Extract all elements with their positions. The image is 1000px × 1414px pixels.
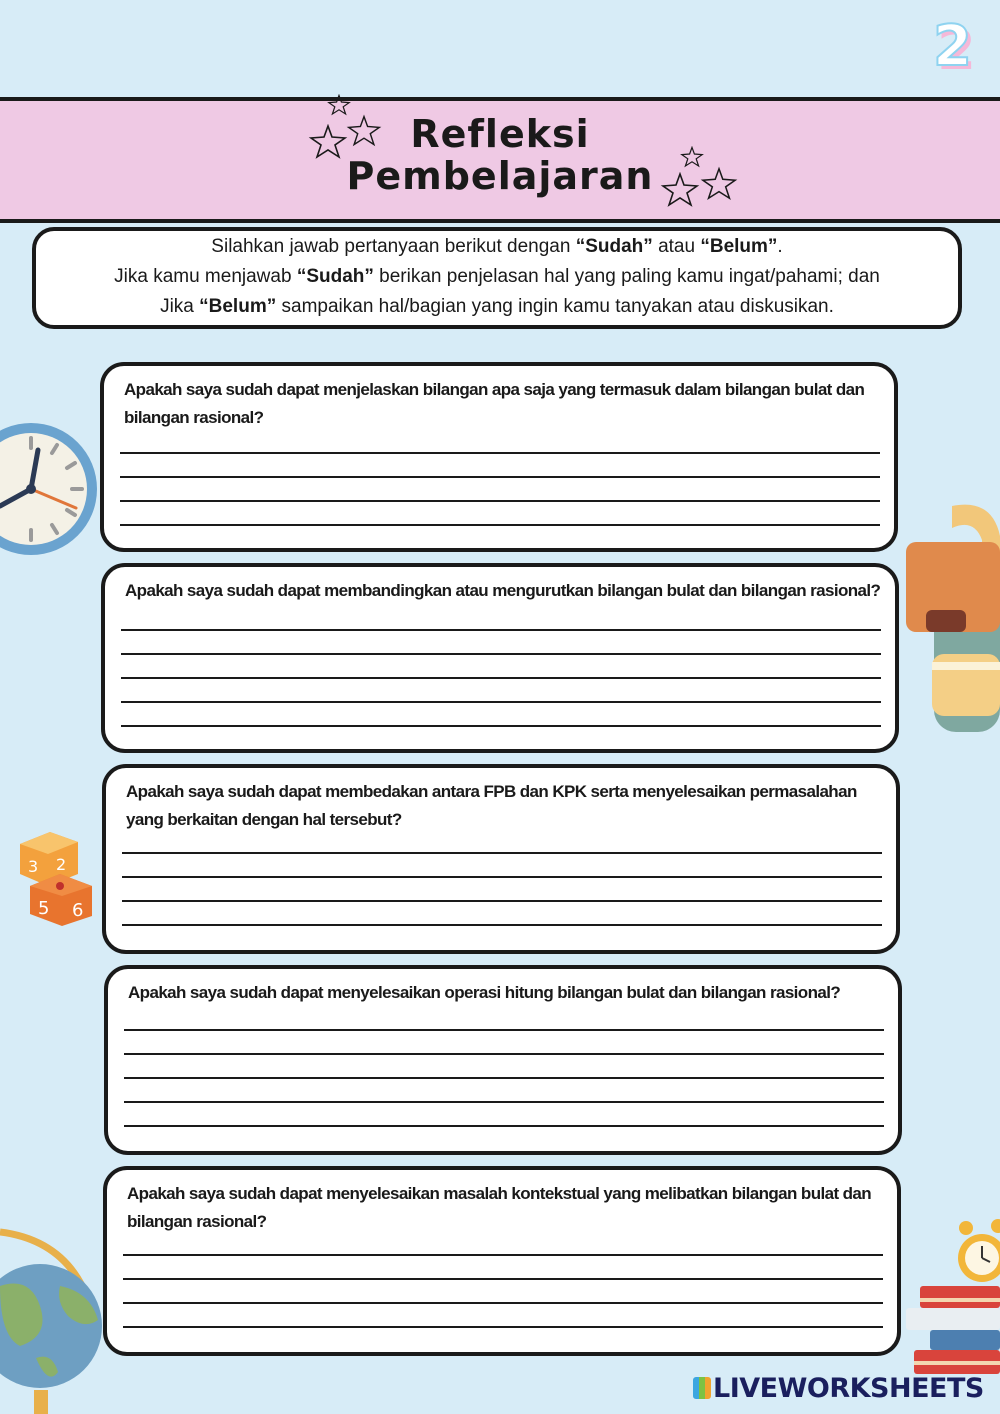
question-box-3: [102, 764, 900, 954]
answer-line[interactable]: [124, 1053, 884, 1055]
answer-line[interactable]: [124, 1101, 884, 1103]
question-text-1: Apakah saya sudah dapat menjelaskan bilangan apa saja yang termasuk dalam bilangan bulat dan bilangan rasional?: [124, 380, 865, 427]
dice-icon: [16, 830, 96, 926]
answer-line[interactable]: [120, 500, 880, 502]
answer-line[interactable]: [124, 1029, 884, 1031]
answer-line[interactable]: [123, 1278, 883, 1280]
clock-icon: [0, 418, 102, 560]
answer-line[interactable]: [121, 701, 881, 703]
question-box-2: [101, 563, 899, 753]
svg-text:6: 6: [72, 900, 84, 921]
star-icon: [327, 94, 351, 116]
star-icon: [308, 124, 348, 160]
liveworksheets-logo: [693, 1373, 984, 1404]
svg-text:3: 3: [28, 857, 39, 876]
answer-line[interactable]: [120, 452, 880, 454]
instructions-box: [32, 227, 962, 329]
answer-line[interactable]: [120, 476, 880, 478]
answer-line[interactable]: [121, 677, 881, 679]
question-text-5: Apakah saya sudah dapat menyelesaikan masalah kontekstual yang melibatkan bilangan bulat dan bilangan rasional?: [127, 1184, 872, 1231]
svg-text:5: 5: [38, 898, 50, 919]
star-icon: [660, 172, 700, 208]
question-text-3: Apakah saya sudah dapat membedakan antara FPB dan KPK serta menyelesaikan permasalahan yang berkaitan dengan hal tersebut?: [126, 782, 857, 829]
liveworksheets-logo-icon: [693, 1377, 711, 1399]
answer-line[interactable]: [122, 876, 882, 878]
page-title-line-2: Pembelajaran: [346, 154, 654, 198]
answer-line[interactable]: [122, 924, 882, 926]
backpack-icon: [902, 496, 1000, 732]
question-box-4: [104, 965, 902, 1155]
answer-line[interactable]: [121, 653, 881, 655]
question-text-2: Apakah saya sudah dapat membandingkan atau mengurutkan bilangan bulat dan bilangan rasional?: [125, 581, 881, 600]
star-icon: [680, 146, 704, 168]
page-title-line-1: Refleksi: [410, 112, 590, 156]
page-number: 2: [933, 14, 972, 79]
instruction-line-1: Silahkan jawab pertanyaan berikut dengan “Sudah” atau “Belum”.: [211, 236, 783, 257]
instruction-line-3: Jika “Belum” sampaikan hal/bagian yang ingin kamu tanyakan atau diskusikan.: [160, 296, 834, 317]
question-box-5: [103, 1166, 901, 1356]
books-alarm-icon: [900, 1204, 1000, 1382]
liveworksheets-brand-text: LIVEWORKSHEETS: [713, 1373, 984, 1404]
instruction-line-2: Jika kamu menjawab “Sudah” berikan penjelasan hal yang paling kamu ingat/pahami; dan: [114, 266, 880, 287]
answer-line[interactable]: [121, 629, 881, 631]
answer-line[interactable]: [121, 725, 881, 727]
globe-icon: [0, 1226, 106, 1414]
answer-line[interactable]: [123, 1254, 883, 1256]
answer-line[interactable]: [120, 524, 880, 526]
answer-line[interactable]: [122, 900, 882, 902]
star-icon: [346, 114, 382, 148]
page-title: [0, 113, 1000, 197]
answer-line[interactable]: [123, 1326, 883, 1328]
answer-line[interactable]: [124, 1077, 884, 1079]
question-text-4: Apakah saya sudah dapat menyelesaikan operasi hitung bilangan bulat dan bilangan rasional?: [128, 983, 841, 1002]
answer-line[interactable]: [124, 1125, 884, 1127]
answer-line[interactable]: [123, 1302, 883, 1304]
star-icon: [700, 166, 738, 202]
question-box-1: [100, 362, 898, 552]
answer-line[interactable]: [122, 852, 882, 854]
svg-text:2: 2: [56, 855, 67, 874]
